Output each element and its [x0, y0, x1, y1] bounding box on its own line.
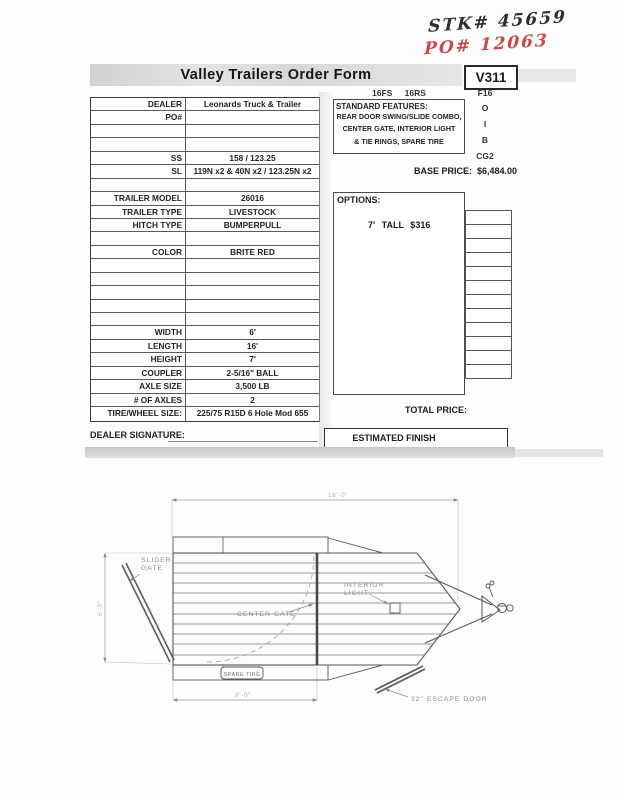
option-price-cell [466, 295, 511, 309]
row-value [186, 313, 319, 325]
option-price-cell [466, 337, 511, 351]
table-row [91, 300, 319, 313]
form-title: Valley Trailers Order Form [180, 67, 372, 83]
row-value [186, 300, 319, 312]
row-label: COLOR [91, 246, 186, 258]
row-label: WIDTH [91, 326, 186, 338]
base-price-label: BASE PRICE: [413, 166, 472, 176]
row-label [91, 300, 186, 312]
option-price-cell [466, 323, 511, 337]
row-label: DEALER [91, 98, 186, 110]
table-row [91, 125, 319, 138]
row-value: 6' [249, 327, 256, 338]
row-label [91, 259, 186, 271]
table-row [91, 111, 319, 124]
spare-tire-label: SPARE TIRE [223, 672, 261, 678]
option-price-cell [466, 281, 511, 295]
code-b: B [481, 135, 489, 145]
standard-features-heading: STANDARD FEATURES: [336, 102, 428, 111]
row-label [91, 179, 186, 191]
row-label: HEIGHT [91, 353, 186, 365]
row-label [91, 313, 186, 325]
table-row [91, 165, 319, 178]
row-value: 16' [246, 340, 259, 351]
row-value [186, 286, 319, 298]
model-codes: 16FS 16RS [372, 88, 426, 98]
scan-smudge [518, 69, 576, 82]
row-value: Leonards Truck & Trailer [203, 99, 302, 109]
table-row [91, 219, 319, 232]
row-label: SS [91, 152, 186, 164]
option-price-cell [466, 239, 511, 253]
option-line: 7' TALL $316 [368, 220, 431, 230]
code-cg2: CG2 [476, 151, 494, 161]
handwritten-po-number: PO# 12063 [423, 30, 550, 60]
option-price-cell [466, 309, 511, 323]
row-value: 2-5/16" BALL [226, 367, 279, 378]
page-shadow [85, 447, 515, 458]
table-row [91, 340, 319, 353]
row-value [186, 232, 319, 244]
row-value: 26016 [240, 193, 265, 204]
table-row [91, 152, 319, 165]
table-row [91, 98, 319, 111]
row-value: 2 [250, 394, 255, 405]
spec-table [90, 97, 320, 422]
row-label: HITCH TYPE [91, 219, 186, 231]
option-price-cell [466, 225, 511, 239]
row-label [91, 286, 186, 298]
table-row [91, 192, 319, 205]
row-label: TRAILER TYPE [91, 206, 186, 218]
table-row [91, 286, 319, 299]
option-price-cell [466, 365, 511, 379]
signature-line [168, 441, 318, 442]
code-f16: F16 [477, 88, 493, 98]
table-row [91, 273, 319, 286]
handwritten-stock-number: STK# 45659 [427, 7, 568, 37]
options-heading: OPTIONS: [337, 195, 381, 205]
form-code-box: V311 [464, 65, 518, 90]
row-value [186, 273, 319, 285]
table-row [91, 179, 319, 192]
table-row [91, 232, 319, 245]
escape-door-label: 32" ESCAPE DOOR [411, 696, 488, 703]
table-row [91, 407, 319, 420]
standard-feature-line: CENTER GATE, INTERIOR LIGHT [342, 124, 456, 134]
table-row [91, 326, 319, 339]
option-price-cell [466, 211, 511, 225]
table-row [91, 138, 319, 151]
table-row [91, 394, 319, 407]
table-row [91, 353, 319, 366]
row-label: TIRE/WHEEL SIZE: [91, 407, 186, 420]
option-price-cell [466, 253, 511, 267]
row-label: AXLE SIZE [91, 380, 186, 392]
table-row [91, 367, 319, 380]
length-dimension: 16'-0" [327, 492, 349, 499]
row-value: 3,500 LB [235, 381, 270, 392]
row-value [186, 259, 319, 271]
option-price-cell [466, 267, 511, 281]
standard-feature-line: REAR DOOR SWING/SLIDE COMBO, [336, 112, 462, 121]
option-price-cells [465, 210, 512, 379]
estimated-finish-box: ESTIMATED FINISH [324, 428, 464, 448]
slider-gate-label: SLIDER [141, 557, 172, 564]
row-label [91, 273, 186, 285]
table-row [91, 259, 319, 272]
gate-dimension: 8'-0" [235, 692, 251, 699]
row-label: SL [91, 165, 186, 177]
row-value [186, 125, 319, 137]
standard-features-box [333, 99, 465, 154]
page-shadow-tail [515, 449, 603, 457]
code-o: O [481, 103, 489, 113]
row-value: BUMPERPULL [223, 219, 282, 230]
row-value [186, 138, 319, 150]
option-price-cell [466, 351, 511, 365]
row-label [91, 232, 186, 244]
row-label: PO# [91, 111, 186, 123]
scan-fold-shadow [319, 92, 332, 450]
trailer-top-view-drawing [93, 483, 525, 721]
row-label: LENGTH [91, 340, 186, 352]
row-value [186, 111, 319, 123]
table-row [91, 380, 319, 393]
interior-light-label: LIGHT [344, 590, 370, 597]
row-value: 119N x2 & 40N x2 / 123.25N x2 [193, 166, 312, 177]
base-price-value: $6,484.00 [477, 166, 518, 176]
table-row [91, 313, 319, 326]
standard-feature-line: & TIE RINGS, SPARE TIRE [354, 136, 444, 146]
row-value: 225/75 R15D 6 Hole Mod 655 [196, 408, 309, 419]
center-gate-label: CENTER GATE [237, 611, 296, 618]
table-row [91, 246, 319, 259]
row-label: # OF AXLES [91, 394, 186, 406]
row-value: 7' [249, 354, 256, 365]
total-price-label: TOTAL PRICE: [404, 405, 467, 415]
row-label [91, 125, 186, 137]
row-value: LIVESTOCK [228, 206, 277, 217]
row-label [91, 138, 186, 150]
row-value: 158 / 123.25 [229, 152, 276, 163]
row-value: BRITE RED [230, 246, 275, 257]
code-i: I [483, 119, 487, 129]
code-column [470, 100, 500, 164]
slider-gate-label: GATE [141, 565, 164, 572]
dealer-signature-label: DEALER SIGNATURE: [90, 430, 185, 440]
table-row [91, 206, 319, 219]
row-label: COUPLER [91, 367, 186, 379]
estimated-finish-value-cell [463, 428, 508, 448]
row-value [186, 179, 319, 191]
form-header-band [90, 64, 462, 86]
row-label: TRAILER MODEL [91, 192, 186, 204]
width-dimension: 6'-0" [97, 600, 104, 616]
interior-light-label: INTERIOR [344, 582, 385, 589]
